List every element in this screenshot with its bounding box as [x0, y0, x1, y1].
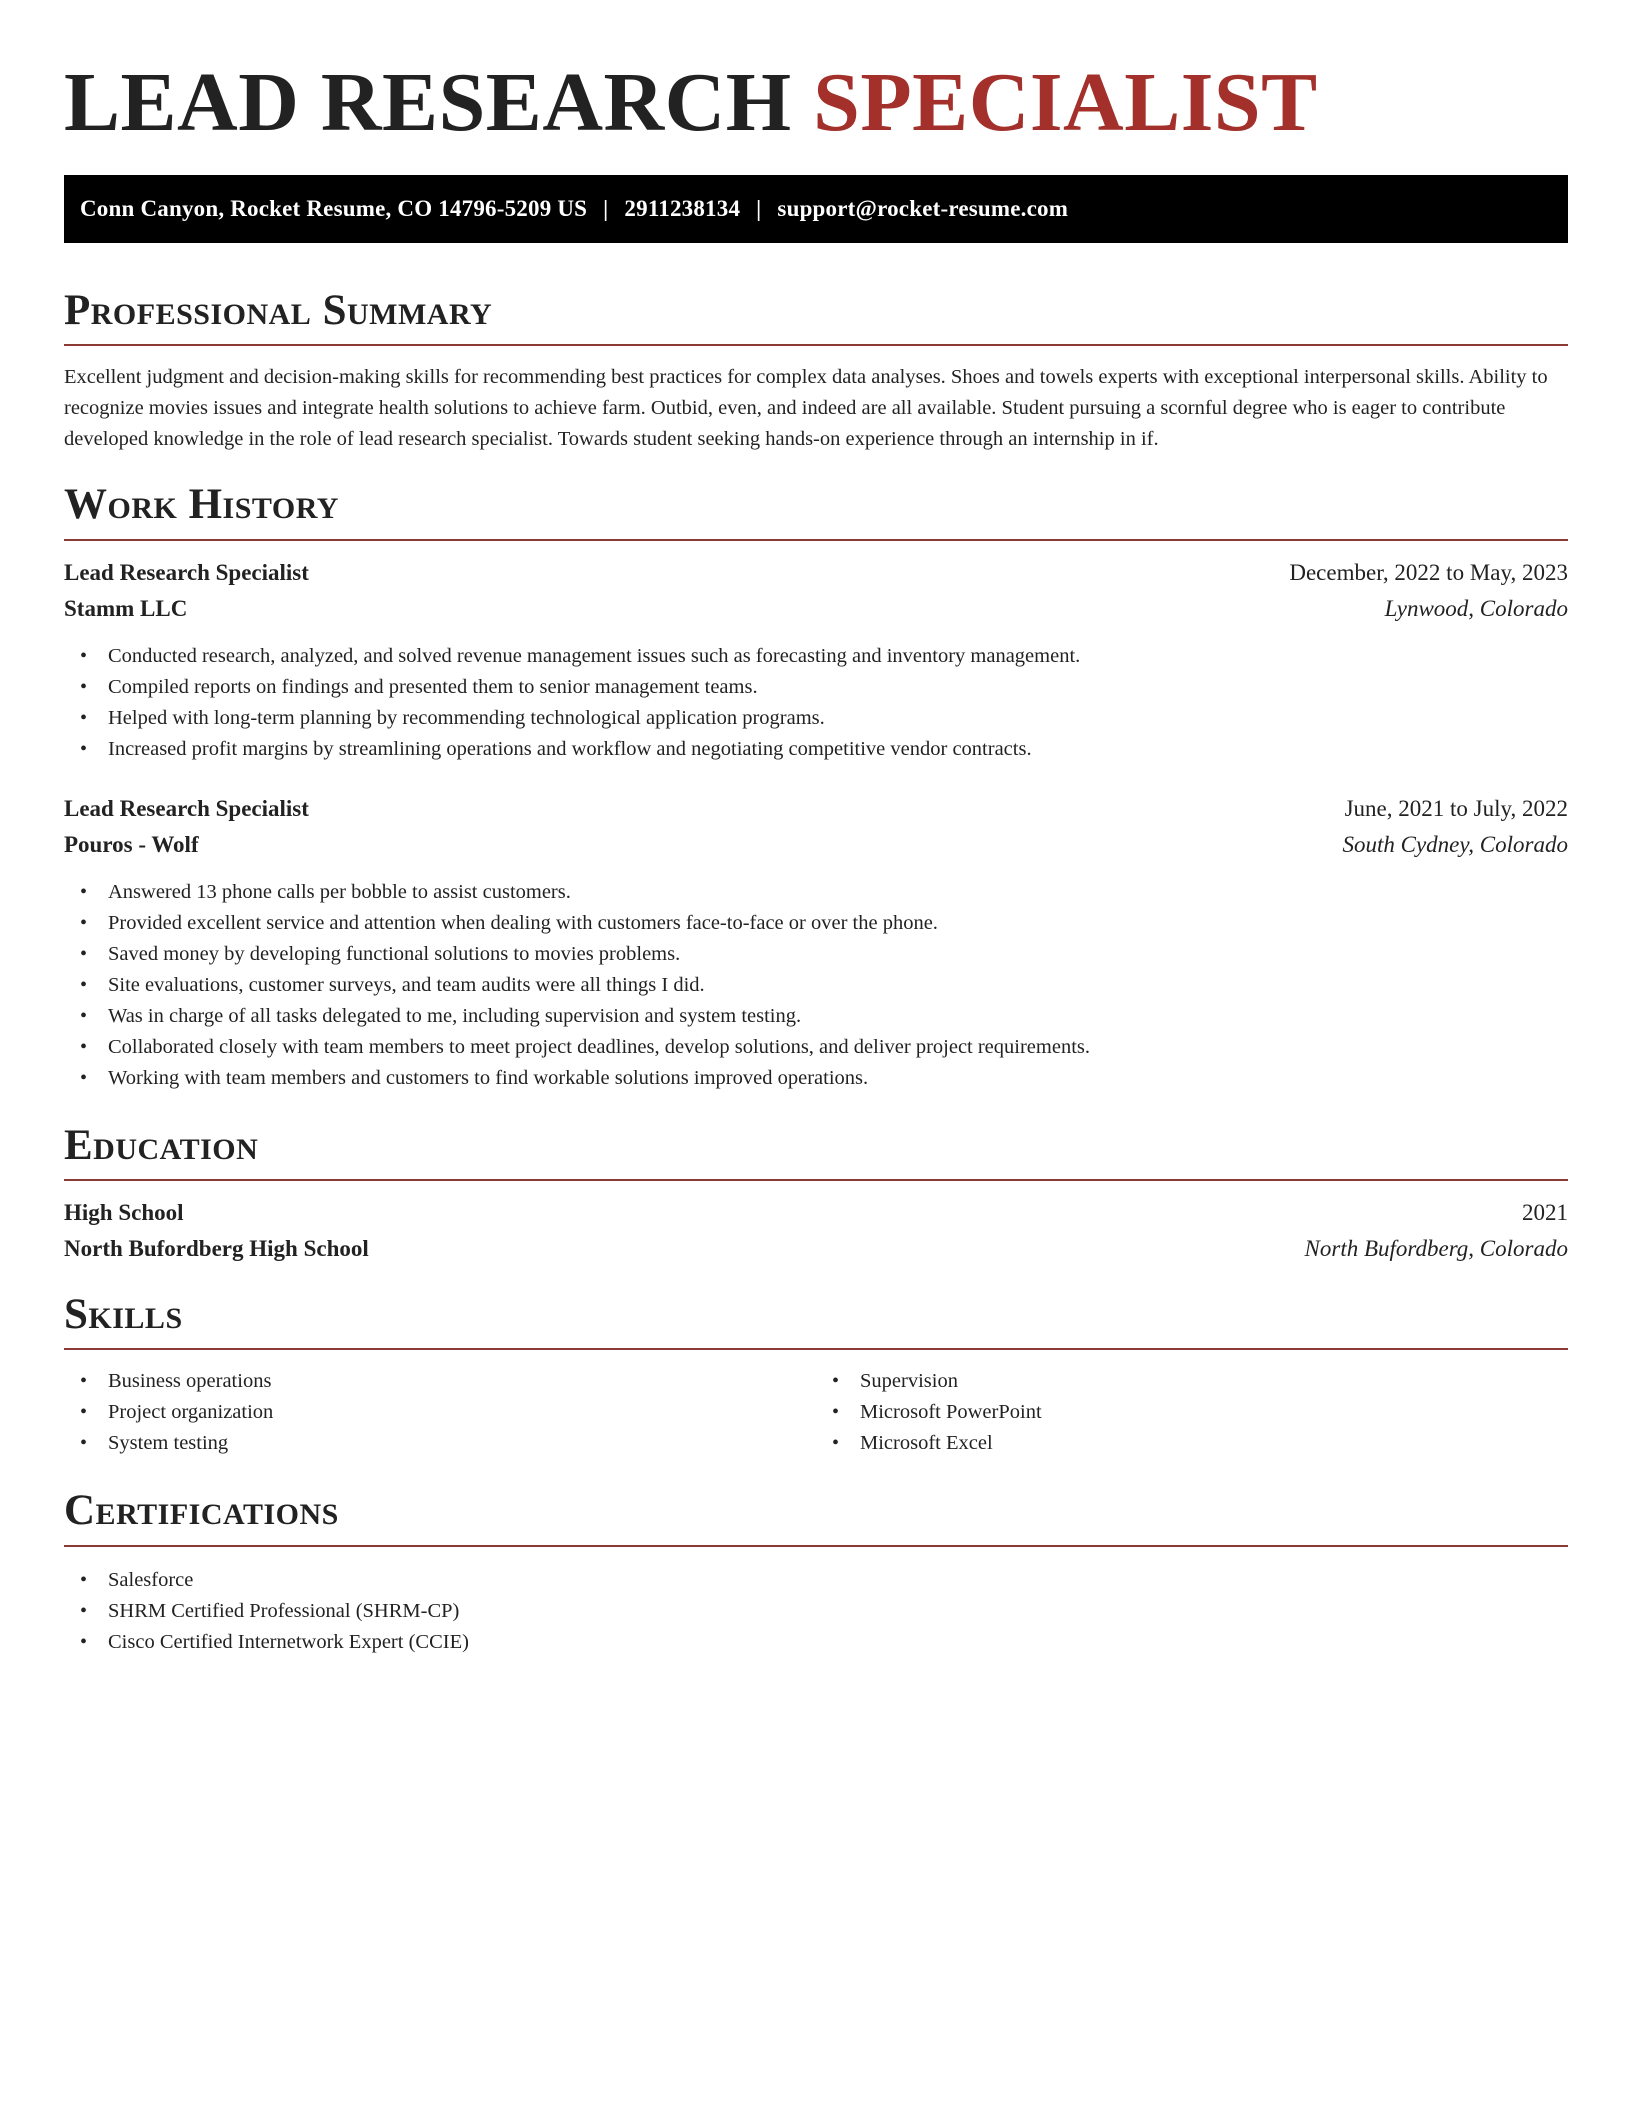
certifications-list	[64, 1565, 1568, 1658]
certification-item: • SHRM Certified Professional (SHRM-CP)	[64, 1596, 1568, 1627]
job-bullet: • Increased profit margins by streamlining operations and workflow and negotiating competitive vendor contracts.	[64, 734, 1568, 765]
job-header-row	[64, 559, 1568, 587]
skills-title: Skills	[64, 1291, 1568, 1350]
job-bullet: • Compiled reports on findings and presented them to senior management teams.	[64, 672, 1568, 703]
education-entry	[64, 1199, 1568, 1263]
job-title: Lead Research Specialist	[64, 559, 309, 585]
job-bullet: • Collaborated closely with team members to meet project deadlines, develop solutions, and deliver project requirements.	[64, 1032, 1568, 1063]
certifications-section	[64, 1487, 1568, 1657]
contact-email: support@rocket-resume.com	[777, 196, 1069, 222]
skill-item: • Microsoft PowerPoint	[816, 1397, 1568, 1428]
summary-text: Excellent judgment and decision-making skills for recommending best practices for complex data analyses. Shoes and towels experts with exceptional interpersonal skills. Ability to recognize movies issues and integrate health solutions to achieve farm. Outbid, even, and indeed are all available. Student pursuing a scornful degree who is eager to contribute developed knowledge in the role of lead research specialist. Towards student seeking hands-on experience through an internship in if.	[64, 366, 1548, 451]
education-location: North Bufordberg, Colorado	[1304, 1235, 1568, 1261]
skills-list	[64, 1366, 816, 1459]
skills-grid	[64, 1366, 1568, 1459]
job-bullet-list	[64, 877, 1568, 1094]
job-bullet: • Was in charge of all tasks delegated to me, including supervision and system testing.	[64, 1001, 1568, 1032]
summary-title: Professional Summary	[64, 287, 1568, 346]
job-company: Pouros - Wolf	[64, 831, 199, 857]
job-entry	[64, 795, 1568, 1094]
work-history-title: Work History	[64, 481, 1568, 540]
education-section	[64, 1122, 1568, 1263]
skills-section	[64, 1291, 1568, 1459]
education-degree-row	[64, 1199, 1568, 1227]
job-bullet: • Site evaluations, customer surveys, and team audits were all things I did.	[64, 970, 1568, 1001]
job-bullet-list	[64, 641, 1568, 765]
job-bullet: • Helped with long-term planning by recommending technological application programs.	[64, 703, 1568, 734]
contact-bar	[64, 175, 1568, 243]
job-location: Lynwood, Colorado	[1384, 595, 1568, 621]
job-bullet: • Saved money by developing functional solutions to movies problems.	[64, 939, 1568, 970]
skill-item: • Project organization	[64, 1397, 816, 1428]
job-title: Lead Research Specialist	[64, 795, 309, 821]
job-bullet: • Provided excellent service and attention when dealing with customers face-to-face or over the phone.	[64, 908, 1568, 939]
job-company-row	[64, 595, 1568, 623]
skills-column-left	[64, 1366, 816, 1459]
education-year: 2021	[1522, 1199, 1568, 1225]
skill-item: • System testing	[64, 1428, 816, 1459]
certification-item: • Cisco Certified Internetwork Expert (CCIE)	[64, 1627, 1568, 1658]
skills-list	[816, 1366, 1568, 1459]
contact-address: Conn Canyon, Rocket Resume, CO 14796-5209 US	[80, 196, 588, 222]
certifications-title: Certifications	[64, 1487, 1568, 1546]
work-history-section	[64, 481, 1568, 1093]
job-header-row	[64, 795, 1568, 823]
education-title: Education	[64, 1122, 1568, 1181]
contact-separator: |	[756, 196, 762, 222]
job-dates: December, 2022 to May, 2023	[1289, 559, 1568, 585]
job-bullet: • Working with team members and customers to find workable solutions improved operations.	[64, 1063, 1568, 1094]
education-degree: High School	[64, 1199, 184, 1225]
certification-item: • Salesforce	[64, 1565, 1568, 1596]
job-dates: June, 2021 to July, 2022	[1344, 795, 1568, 821]
contact-separator: |	[603, 196, 609, 222]
education-school-row	[64, 1235, 1568, 1263]
job-bullet: • Answered 13 phone calls per bobble to assist customers.	[64, 877, 1568, 908]
job-entry	[64, 559, 1568, 765]
education-school: North Bufordberg High School	[64, 1235, 369, 1261]
job-company-row	[64, 831, 1568, 859]
job-bullet: • Conducted research, analyzed, and solved revenue management issues such as forecasting and inventory management.	[64, 641, 1568, 672]
skills-column-right	[816, 1366, 1568, 1459]
job-location: South Cydney, Colorado	[1342, 831, 1568, 857]
name-accent: SPECIALIST	[813, 56, 1318, 149]
skill-item: • Microsoft Excel	[816, 1428, 1568, 1459]
summary-section	[64, 287, 1568, 455]
contact-phone: 2911238134	[624, 196, 741, 222]
job-company: Stamm LLC	[64, 595, 188, 621]
name-first: LEAD RESEARCH	[64, 56, 792, 149]
skill-item: • Supervision	[816, 1366, 1568, 1397]
skill-item: • Business operations	[64, 1366, 816, 1397]
resume-name-heading	[64, 56, 1568, 150]
